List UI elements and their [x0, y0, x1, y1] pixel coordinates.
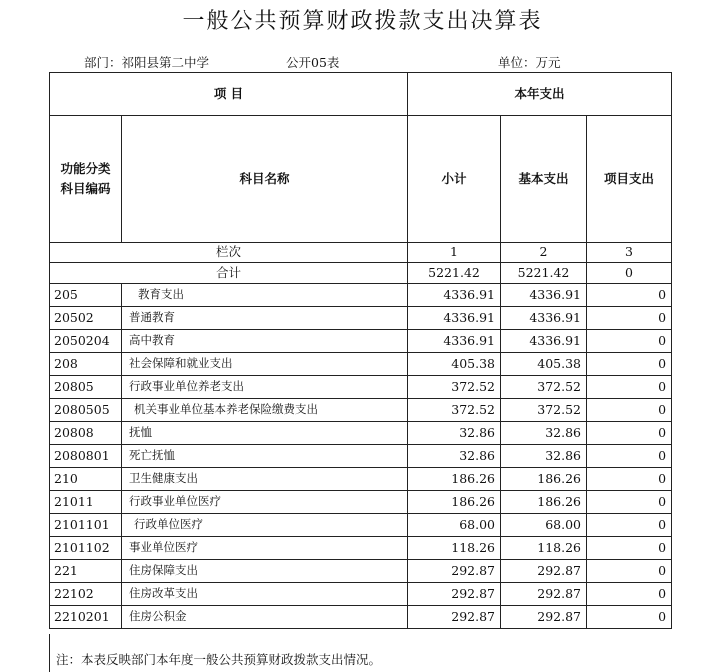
column-index-label: 栏次 — [50, 243, 408, 263]
row-project: 0 — [587, 422, 672, 445]
row-subtotal: 32.86 — [408, 422, 501, 445]
row-subtotal: 292.87 — [408, 606, 501, 629]
row-project: 0 — [587, 560, 672, 583]
row-code: 210 — [50, 468, 122, 491]
row-code: 20502 — [50, 307, 122, 330]
table-row — [50, 330, 672, 353]
table-row — [50, 491, 672, 514]
row-project: 0 — [587, 491, 672, 514]
table-row — [50, 606, 672, 629]
header-subject-name: 科目名称 — [122, 116, 408, 243]
column-index-1: 1 — [408, 243, 501, 263]
row-code: 21011 — [50, 491, 122, 514]
row-project: 0 — [587, 284, 672, 307]
row-name: 高中教育 — [122, 330, 408, 353]
table-row — [50, 422, 672, 445]
header-func-code-line1: 功能分类 — [60, 161, 111, 176]
row-project: 0 — [587, 514, 672, 537]
row-project: 0 — [587, 330, 672, 353]
row-name: 抚恤 — [122, 422, 408, 445]
row-subtotal: 68.00 — [408, 514, 501, 537]
row-subtotal: 32.86 — [408, 445, 501, 468]
column-index-3: 3 — [587, 243, 672, 263]
header-subtotal: 小计 — [408, 116, 501, 243]
table-row — [50, 445, 672, 468]
row-code: 22102 — [50, 583, 122, 606]
column-index-2: 2 — [501, 243, 587, 263]
total-label: 合计 — [50, 263, 408, 284]
row-code: 208 — [50, 353, 122, 376]
footnote: 注：本表反映部门本年度一般公共预算财政拨款支出情况。 — [56, 652, 382, 667]
row-basic: 372.52 — [501, 376, 587, 399]
row-code: 20805 — [50, 376, 122, 399]
row-subtotal: 118.26 — [408, 537, 501, 560]
total-basic: 5221.42 — [501, 263, 587, 284]
table-row — [50, 560, 672, 583]
row-project: 0 — [587, 353, 672, 376]
row-name: 普通教育 — [122, 307, 408, 330]
header-basic: 基本支出 — [501, 116, 587, 243]
row-basic: 32.86 — [501, 422, 587, 445]
row-code: 2210201 — [50, 606, 122, 629]
row-basic: 4336.91 — [501, 284, 587, 307]
table-row — [50, 284, 672, 307]
total-project: 0 — [587, 263, 672, 284]
header-project-exp: 项目支出 — [587, 116, 672, 243]
row-project: 0 — [587, 399, 672, 422]
header-project: 项 目 — [50, 73, 408, 116]
row-code: 2101102 — [50, 537, 122, 560]
row-basic: 32.86 — [501, 445, 587, 468]
row-project: 0 — [587, 445, 672, 468]
total-subtotal: 5221.42 — [408, 263, 501, 284]
row-basic: 292.87 — [501, 606, 587, 629]
row-basic: 292.87 — [501, 560, 587, 583]
header-current-year: 本年支出 — [408, 73, 672, 116]
row-subtotal: 405.38 — [408, 353, 501, 376]
table-row — [50, 376, 672, 399]
table-row — [50, 583, 672, 606]
row-name: 行政事业单位医疗 — [122, 491, 408, 514]
table-row — [50, 468, 672, 491]
row-name: 社会保障和就业支出 — [122, 353, 408, 376]
row-name: 死亡抚恤 — [122, 445, 408, 468]
row-subtotal: 292.87 — [408, 560, 501, 583]
form-number-label: 公开05表 — [286, 55, 340, 70]
row-subtotal: 4336.91 — [408, 284, 501, 307]
row-subtotal: 4336.91 — [408, 307, 501, 330]
row-subtotal: 4336.91 — [408, 330, 501, 353]
row-code: 2050204 — [50, 330, 122, 353]
row-basic: 405.38 — [501, 353, 587, 376]
row-name: 机关事业单位基本养老保险缴费支出 — [122, 399, 408, 422]
left-border-line — [49, 634, 50, 672]
row-name: 教育支出 — [122, 284, 408, 307]
row-subtotal: 292.87 — [408, 583, 501, 606]
department-label: 部门：祁阳县第二中学 — [84, 55, 210, 70]
row-code: 221 — [50, 560, 122, 583]
row-project: 0 — [587, 606, 672, 629]
header-func-code — [50, 116, 122, 243]
row-subtotal: 372.52 — [408, 376, 501, 399]
row-basic: 4336.91 — [501, 330, 587, 353]
row-code: 205 — [50, 284, 122, 307]
row-name: 住房公积金 — [122, 606, 408, 629]
row-project: 0 — [587, 307, 672, 330]
row-code: 20808 — [50, 422, 122, 445]
row-name: 住房保障支出 — [122, 560, 408, 583]
row-name: 事业单位医疗 — [122, 537, 408, 560]
row-project: 0 — [587, 537, 672, 560]
row-basic: 292.87 — [501, 583, 587, 606]
row-basic: 118.26 — [501, 537, 587, 560]
row-project: 0 — [587, 583, 672, 606]
row-name: 行政单位医疗 — [122, 514, 408, 537]
row-basic: 186.26 — [501, 468, 587, 491]
row-name: 行政事业单位养老支出 — [122, 376, 408, 399]
row-name: 卫生健康支出 — [122, 468, 408, 491]
row-basic: 4336.91 — [501, 307, 587, 330]
header-func-code-line2: 科目编码 — [60, 181, 111, 196]
row-basic: 186.26 — [501, 491, 587, 514]
row-basic: 372.52 — [501, 399, 587, 422]
row-subtotal: 372.52 — [408, 399, 501, 422]
row-basic: 68.00 — [501, 514, 587, 537]
table-row — [50, 537, 672, 560]
row-code: 2101101 — [50, 514, 122, 537]
row-code: 2080801 — [50, 445, 122, 468]
unit-label: 单位：万元 — [498, 55, 561, 70]
row-subtotal: 186.26 — [408, 468, 501, 491]
table-row — [50, 307, 672, 330]
table-row — [50, 514, 672, 537]
expenditure-table — [49, 72, 672, 629]
row-name: 住房改革支出 — [122, 583, 408, 606]
page-title: 一般公共预算财政拨款支出决算表 — [182, 9, 543, 34]
row-project: 0 — [587, 468, 672, 491]
table-row — [50, 353, 672, 376]
row-subtotal: 186.26 — [408, 491, 501, 514]
table-row — [50, 399, 672, 422]
row-project: 0 — [587, 376, 672, 399]
row-code: 2080505 — [50, 399, 122, 422]
